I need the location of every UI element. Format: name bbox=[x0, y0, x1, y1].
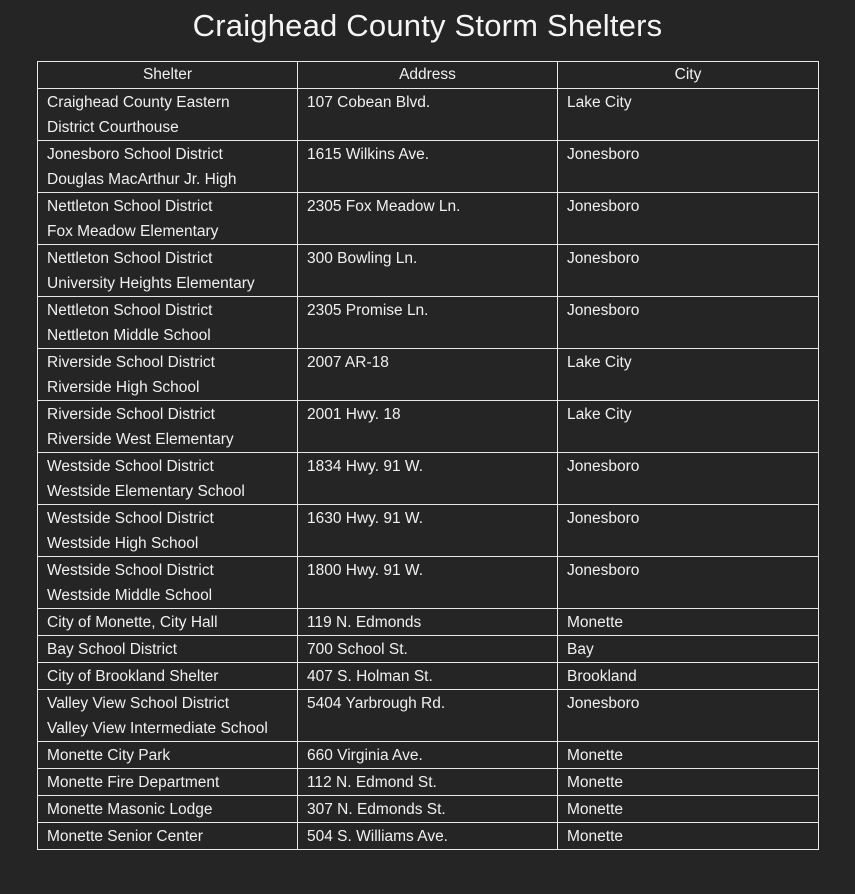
address-cell: 107 Cobean Blvd. bbox=[298, 89, 558, 141]
city-cell: Monette bbox=[558, 769, 819, 796]
city-cell: Monette bbox=[558, 742, 819, 769]
shelter-name-line: Bay School District bbox=[47, 641, 178, 658]
shelter-cell bbox=[38, 636, 298, 663]
table-row bbox=[38, 663, 819, 690]
table-body bbox=[38, 89, 819, 850]
shelter-cell bbox=[38, 796, 298, 823]
shelter-name-line: Valley View School District bbox=[47, 695, 230, 712]
address-cell: 2305 Promise Ln. bbox=[298, 297, 558, 349]
address-cell: 112 N. Edmond St. bbox=[298, 769, 558, 796]
shelter-name-line: Riverside West Elementary bbox=[47, 431, 234, 448]
table-row bbox=[38, 769, 819, 796]
shelter-cell bbox=[38, 663, 298, 690]
shelter-cell bbox=[38, 557, 298, 609]
address-cell: 300 Bowling Ln. bbox=[298, 245, 558, 297]
city-cell: Lake City bbox=[558, 401, 819, 453]
shelter-cell bbox=[38, 245, 298, 297]
address-cell: 1834 Hwy. 91 W. bbox=[298, 453, 558, 505]
shelter-name-line: Westside School District bbox=[47, 510, 214, 527]
city-cell: Monette bbox=[558, 823, 819, 850]
shelter-name-line: Monette Masonic Lodge bbox=[47, 801, 213, 818]
shelter-cell bbox=[38, 505, 298, 557]
shelter-cell bbox=[38, 141, 298, 193]
city-cell: Lake City bbox=[558, 89, 819, 141]
table-row bbox=[38, 193, 819, 245]
shelter-name-line: Westside School District bbox=[47, 562, 214, 579]
shelter-name-line: Nettleton School District bbox=[47, 250, 213, 267]
column-header-shelter: Shelter bbox=[38, 62, 298, 89]
city-cell: Jonesboro bbox=[558, 453, 819, 505]
address-cell: 5404 Yarbrough Rd. bbox=[298, 690, 558, 742]
table-row bbox=[38, 636, 819, 663]
shelter-name-line: Westside Elementary School bbox=[47, 483, 245, 500]
table-row bbox=[38, 609, 819, 636]
shelter-name-line: Nettleton School District bbox=[47, 198, 213, 215]
address-cell: 407 S. Holman St. bbox=[298, 663, 558, 690]
city-cell: Monette bbox=[558, 609, 819, 636]
table-row bbox=[38, 690, 819, 742]
page-title: Craighead County Storm Shelters bbox=[192, 8, 663, 43]
address-cell: 2001 Hwy. 18 bbox=[298, 401, 558, 453]
shelter-name-line: Westside Middle School bbox=[47, 587, 213, 604]
shelter-cell bbox=[38, 742, 298, 769]
city-cell: Lake City bbox=[558, 349, 819, 401]
shelter-cell bbox=[38, 193, 298, 245]
address-cell: 2007 AR-18 bbox=[298, 349, 558, 401]
column-header-address: Address bbox=[298, 62, 558, 89]
address-cell: 1800 Hwy. 91 W. bbox=[298, 557, 558, 609]
city-cell: Brookland bbox=[558, 663, 819, 690]
city-cell: Monette bbox=[558, 796, 819, 823]
city-cell: Jonesboro bbox=[558, 245, 819, 297]
shelter-name-line: Westside School District bbox=[47, 458, 214, 475]
shelter-name-line: Monette City Park bbox=[47, 747, 171, 764]
shelter-name-line: Jonesboro School District bbox=[47, 146, 223, 163]
shelter-name-line: Riverside School District bbox=[47, 406, 215, 423]
shelter-cell bbox=[38, 823, 298, 850]
shelter-cell bbox=[38, 609, 298, 636]
table-row bbox=[38, 557, 819, 609]
address-cell: 2305 Fox Meadow Ln. bbox=[298, 193, 558, 245]
table-row bbox=[38, 742, 819, 769]
shelter-name-line: Riverside School District bbox=[47, 354, 215, 371]
shelter-name-line: District Courthouse bbox=[47, 119, 179, 136]
table-row bbox=[38, 401, 819, 453]
shelter-name-line: Nettleton Middle School bbox=[47, 327, 211, 344]
shelter-name-line: Craighead County Eastern bbox=[47, 94, 230, 111]
shelter-cell bbox=[38, 690, 298, 742]
address-cell: 660 Virginia Ave. bbox=[298, 742, 558, 769]
shelter-name-line: Monette Senior Center bbox=[47, 828, 203, 845]
table-row bbox=[38, 796, 819, 823]
table-row bbox=[38, 245, 819, 297]
table-row bbox=[38, 823, 819, 850]
address-cell: 307 N. Edmonds St. bbox=[298, 796, 558, 823]
table-row bbox=[38, 141, 819, 193]
shelter-name-line: Fox Meadow Elementary bbox=[47, 223, 219, 240]
column-header-city: City bbox=[558, 62, 819, 89]
city-cell: Bay bbox=[558, 636, 819, 663]
city-cell: Jonesboro bbox=[558, 141, 819, 193]
table-row bbox=[38, 89, 819, 141]
shelter-name-line: City of Monette, City Hall bbox=[47, 614, 218, 631]
shelter-name-line: University Heights Elementary bbox=[47, 275, 255, 292]
shelter-name-line: City of Brookland Shelter bbox=[47, 668, 219, 685]
shelter-cell bbox=[38, 769, 298, 796]
address-cell: 1615 Wilkins Ave. bbox=[298, 141, 558, 193]
shelter-name-line: Nettleton School District bbox=[47, 302, 213, 319]
table-row bbox=[38, 349, 819, 401]
shelter-name-line: Valley View Intermediate School bbox=[47, 720, 268, 737]
city-cell: Jonesboro bbox=[558, 297, 819, 349]
table-header-row bbox=[38, 62, 819, 89]
address-cell: 119 N. Edmonds bbox=[298, 609, 558, 636]
table-row bbox=[38, 297, 819, 349]
city-cell: Jonesboro bbox=[558, 505, 819, 557]
city-cell: Jonesboro bbox=[558, 690, 819, 742]
shelter-cell bbox=[38, 349, 298, 401]
shelter-cell bbox=[38, 453, 298, 505]
shelter-cell bbox=[38, 297, 298, 349]
city-cell: Jonesboro bbox=[558, 193, 819, 245]
table-row bbox=[38, 505, 819, 557]
shelter-cell bbox=[38, 89, 298, 141]
table-row bbox=[38, 453, 819, 505]
shelters-table bbox=[37, 61, 819, 850]
shelter-name-line: Monette Fire Department bbox=[47, 774, 220, 791]
address-cell: 1630 Hwy. 91 W. bbox=[298, 505, 558, 557]
shelter-name-line: Douglas MacArthur Jr. High bbox=[47, 171, 237, 188]
shelter-name-line: Westside High School bbox=[47, 535, 199, 552]
address-cell: 504 S. Williams Ave. bbox=[298, 823, 558, 850]
address-cell: 700 School St. bbox=[298, 636, 558, 663]
shelter-cell bbox=[38, 401, 298, 453]
shelter-name-line: Riverside High School bbox=[47, 379, 200, 396]
city-cell: Jonesboro bbox=[558, 557, 819, 609]
